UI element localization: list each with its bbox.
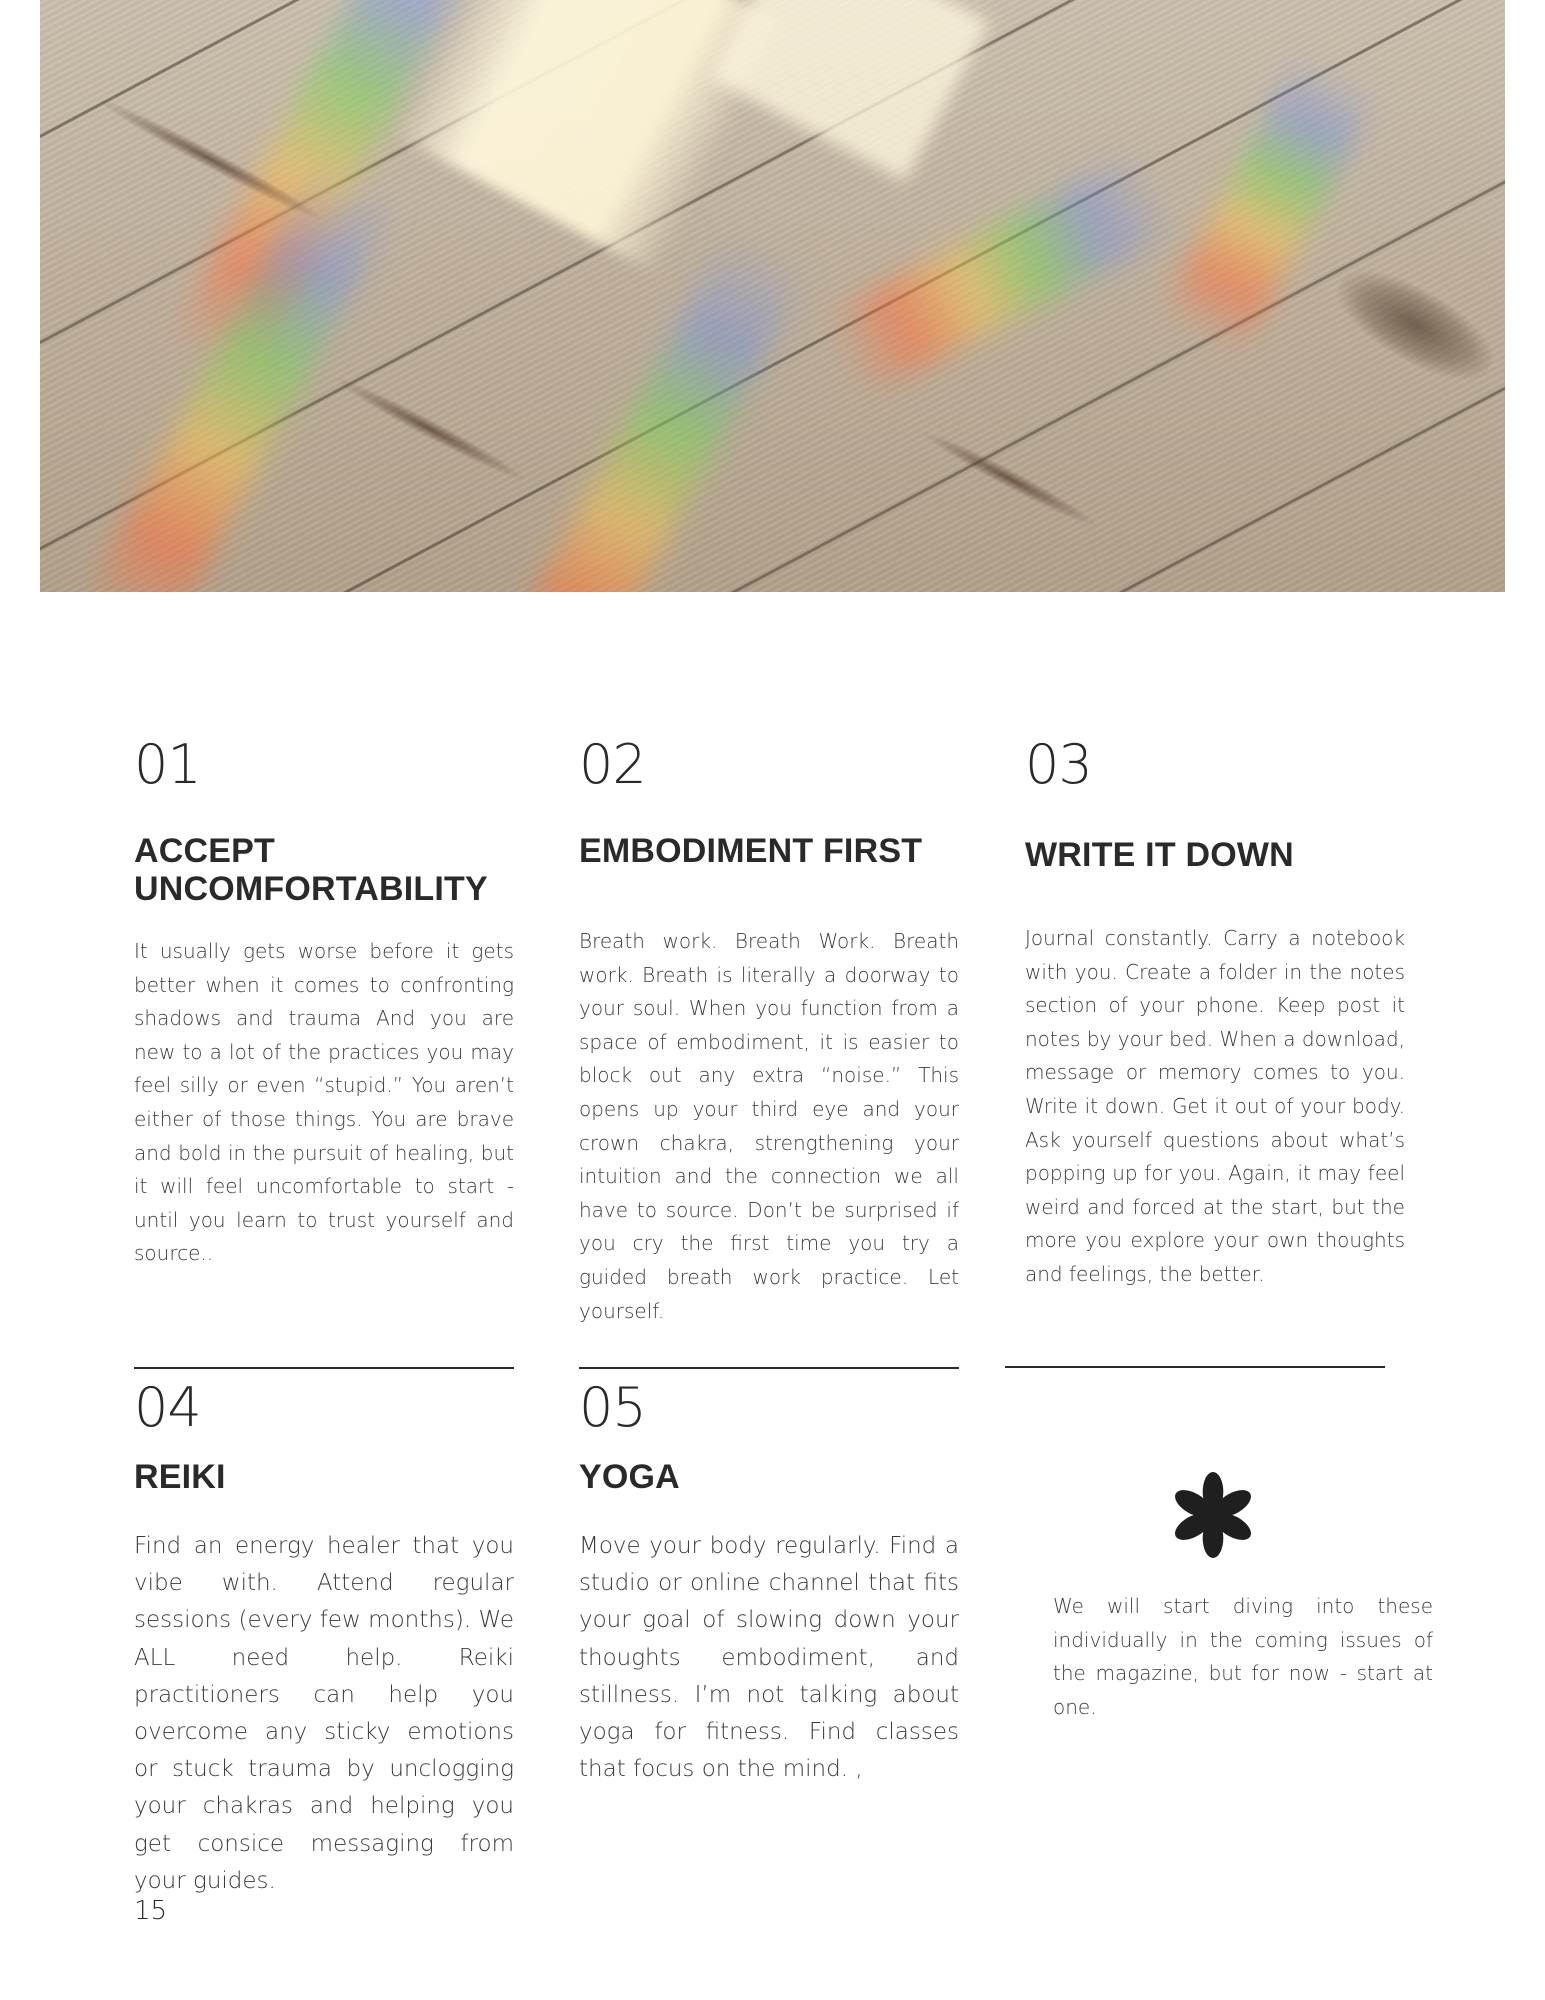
section-number-05: 05	[579, 1376, 646, 1439]
section-body-02: Breath work. Breath Work. Breath work. Breath is literally a doorway to your soul. When you function from a space of embodiment, it is easier to block out any extra “noise.” This opens up your third eye and your crown chakra, strengthening your intuition and the connection we all have to source. Don’t be surprised if you cry the first time you try a guided breath work practice. Let yourself.	[579, 929, 959, 1323]
section-number-01: 01	[134, 733, 201, 796]
divider-line	[1005, 1366, 1385, 1368]
section-title-05: YOGA	[579, 1458, 680, 1496]
section-body-04: Find an energy healer that you vibe with. Attend regular sessions (every few months). We ALL need help. Reiki practitioners can help you overcome any sticky emotions or stuck trauma by unclogging your chakras and helping you get consice messaging from your guides.	[134, 1533, 514, 1894]
section-body-05: Move your body regularly. Find a studio or online channel that fits your goal of slowing down your thoughts embodiment, and stillness. I’m not talking about yoga for fitness. Find classes that focus on the mind. ,	[579, 1533, 959, 1783]
section-body-03: Journal constantly. Carry a notebook with you. Create a folder in the notes section of your phone. Keep post it notes by your bed. When a download, message or memory comes to you. Write it down. Get it out of your body. Ask yourself questions about what’s popping up for you. Again, it may feel weird and forced at the start, but the more you explore your own thoughts and feelings, the better.	[1025, 926, 1405, 1286]
section-number-04: 04	[134, 1376, 201, 1439]
divider-line	[579, 1367, 959, 1369]
wood-grain-streak	[329, 369, 532, 488]
section-number-03: 03	[1025, 733, 1092, 796]
rainbow-reflection	[820, 151, 1180, 399]
wood-knot	[1324, 252, 1505, 398]
section-number-02: 02	[579, 733, 646, 796]
divider-line	[134, 1367, 514, 1369]
wood-grain-streak	[917, 424, 1102, 534]
sunlight-patch-2	[711, 0, 990, 181]
asterisk-flower-icon	[1170, 1470, 1256, 1560]
hero-photo	[40, 0, 1505, 592]
section-title-03: WRITE IT DOWN	[1025, 836, 1294, 874]
section-body-01: It usually gets worse before it gets better when it comes to confronting shadows and trauma And you are new to a lot of the practices you may feel silly or even “stupid.” You aren’t either of those things. You are brave and bold in the pursuit of healing, but it will feel uncomfortable to start - until you learn to trust yourself and source..	[134, 939, 514, 1266]
closing-note: We will start diving into these individually in the coming issues of the magazine, but for now - start at one.	[1053, 1594, 1433, 1719]
section-title-02: EMBODIMENT FIRST	[579, 832, 923, 870]
section-title-04: REIKI	[134, 1458, 226, 1496]
section-title-01: ACCEPT UNCOMFORTABILITY	[134, 832, 488, 908]
rainbow-reflection	[488, 224, 812, 592]
page-number: 15	[134, 1896, 168, 1926]
